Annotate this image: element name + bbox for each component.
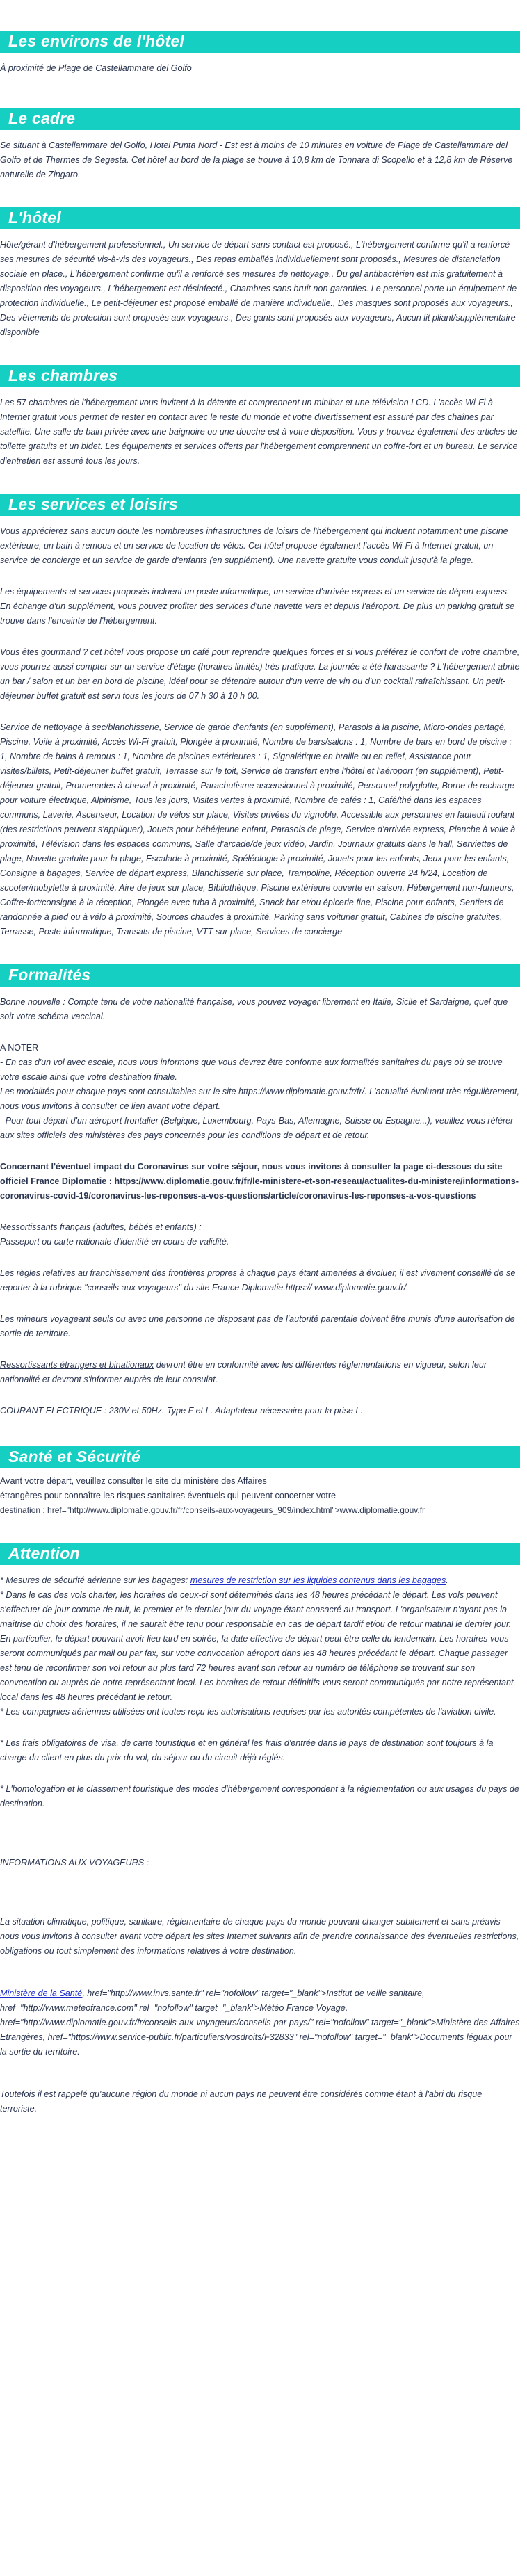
formalites-mineurs: Les mineurs voyageant seuls ou avec une personne ne disposant pas de l'autorité parentale doivent être munis d'une autorisation de sortie de territoire. xyxy=(0,1314,515,1338)
section-body-environs xyxy=(0,53,520,76)
section-hotel xyxy=(0,182,520,340)
attention-situation-line-1: La situation climatique, politique, sanitaire, réglementaire de chaque pays du monde pouvant changer subitement et sans préavis xyxy=(0,1917,501,1927)
services-paragraph-4: Service de nettoyage à sec/blanchisserie, Service de garde d'enfants (en supplément), Parasols à la piscine, Micro-ondes partagé, Piscine, Voile à proximité, Accès Wi-Fi gratuit, Plongée à proximité, Nombre de bars/salons : 1, Nombre de bars en bord de piscine : 1, Nombre de bains à remous : 1, Nombre de piscines extérieures : 1, Signalétique en braille ou en relief, Assistance pour visites/billets, Petit-déjeuner buffet gratuit, Terrasse sur le toit, Service de transfert entre l'hôtel et l'aéroport (en supplément), Petit-déjeuner gratuit, Promenades à cheval à proximité, Parachutisme ascensionnel à proximité, Personnel polyglotte, Borne de recharge pour voiture électrique, Alpinisme, Tous les jours, Visites vertes à proximité, Nombre de cafés : 1, Café/thé dans les espaces communs, Laverie, Ascenseur, Location de vélos sur place, Visites privées du vignoble, Accessible aux personnes en fauteuil roulant (des restrictions peuvent s'appliquer), Jouets pour bébé/jeune enfant, Parasols de plage, Service d'arrivée express, Planche à voile à proximité, Télévision dans les espaces communs, Salle d'arcade/de jeux vidéo, Jardin, Journaux gratuits dans le hall, Serviettes de plage, Navette gratuite pour la plage, Escalade à proximité, Spéléologie à proximité, Jouets pour les enfants, Jeux pour les enfants, Consigne à bagages, Service de départ express, Blanchisserie sur place, Trampoline, Réception ouverte 24 h/24, Location de scooter/mobylette à proximité, Aire de jeux sur place, Bibliothèque, Piscine extérieure ouverte en saison, Hébergement non-fumeurs, Coffre-fort/consigne à la réception, Plongée avec tuba à proximité, Snack bar et/ou épicerie fine, Piscine pour enfants, Sentiers de randonnée à pied ou à vélo à proximité, Sources chaudes à proximité, Parking sans voiturier gratuit, Cabines de piscine gratuites, Terrasse, Poste informatique, Transats de piscine, VTT sur place, Services de concierge xyxy=(0,722,516,937)
formalites-ressortissants-text: Passeport ou carte nationale d'identité en cours de validité. xyxy=(0,1237,229,1247)
ministere-sante-link[interactable]: Ministère de la Santé xyxy=(0,1988,83,1998)
section-chambres xyxy=(0,340,520,469)
formalites-note-line-1: - En cas d'un vol avec escale, nous vous informons que vous devrez être conforme aux formalités sanitaires du pays où se trouve votre escale ainsi que votre destination finale. xyxy=(0,1058,503,1082)
section-title-services: Les services et loisirs xyxy=(0,494,520,516)
section-title-hotel: L'hôtel xyxy=(0,207,520,229)
formalites-note-line-3: - Pour tout départ d'un aéroport frontalier (Belgique, Luxembourg, Pays-Bas, Allemagne, Suisse ou Espagne...), veuillez vous référer aux sites officiels des ministères des pays concernés pour les conditions de départ et de retour. xyxy=(0,1116,514,1140)
formalites-ressortissants-heading: Ressortissants français (adultes, bébés et enfants) : xyxy=(0,1222,202,1232)
attention-bagages-end: . xyxy=(446,1575,448,1585)
formalites-frontieres: Les règles relatives au franchissement des frontières propres à chaque pays étant amenées à évoluer, il est vivement conseillé de se reporter à la rubrique "conseils aux voyageurs" du site France Diplomatie.https:// www.diplomatie.gouv.fr/. xyxy=(0,1268,516,1293)
formalites-paragraph-1: Bonne nouvelle : Compte tenu de votre nationalité française, vous pouvez voyager librement en Italie, Sicile et Sardaigne, quel que soit votre schéma vaccinal. xyxy=(0,997,508,1021)
section-body-sante xyxy=(0,1468,520,1518)
section-body-services xyxy=(0,516,520,939)
formalites-coronavirus: Concernant l'éventuel impact du Coronavirus sur votre séjour, nous vous invitons à consulter la page ci-dessous du site officiel France Diplomatie : https://www.diplomatie.gouv.fr/fr/le-ministere-et-son-reseau/actualites-du-ministere/informations-coronavirus-covid-19/coronavirus-les-reponses-a-vos-questions/article/coronavirus-les-reponses-a-vos-questions xyxy=(0,1162,519,1201)
attention-homologation: * L'homologation et le classement touristique des modes d'hébergement correspondent à la réglementation ou aux usages du pays de destination. xyxy=(0,1784,519,1808)
sante-line-2: étrangères pour connaître les risques sanitaires éventuels qui peuvent concerner votre xyxy=(0,1491,337,1500)
sante-line-3: destination : href="http://www.diplomatie.gouv.fr/fr/conseils-aux-voyageurs_909/index.html">www.diplomatie.gouv.fr xyxy=(0,1505,425,1515)
cadre-text: Se situant à Castellammare del Golfo, Hotel Punta Nord - Est est à moins de 10 minutes en voiture de Plage de Castellammare del Golfo et de Thermes de Segesta. Cet hôtel au bord de la plage se trouve à 10,8 km de Tonnara di Scopello et à 12,8 km de Réserve naturelle de Zingaro. xyxy=(0,140,513,179)
attention-bagages xyxy=(0,1573,520,1588)
attention-bagages-label: * Mesures de sécurité aérienne sur les bagages: xyxy=(0,1575,190,1585)
section-title-sante: Santé et Sécurité xyxy=(0,1446,520,1468)
attention-terrorisme: Toutefois il est rappelé qu'aucune région du monde ni aucun pays ne peuvent être considérés comme étant à l'abri du risque terroriste. xyxy=(0,2089,483,2114)
section-body-hotel xyxy=(0,229,520,340)
section-title-chambres: Les chambres xyxy=(0,365,520,387)
sante-line-1: Avant votre départ, veuillez consulter le site du ministère des Affaires xyxy=(0,1476,267,1486)
section-body-attention xyxy=(0,1565,520,2116)
chambres-text: Les 57 chambres de l'hébergement vous invitent à la détente et comprennent un minibar et une télévision LCD. L'accès Wi-Fi à Internet gratuit vous permet de rester en contact avec le reste du monde et votre divertissement est assuré par des chaînes par satellite. Une salle de bain privée avec une baignoire ou une douche est à votre disposition. Vous y trouvez également des articles de toilette gratuits et un bidet. Les équipements et services offerts par l'hébergement comprennent un coffre-fort et un bureau. Le service d'entretien est assuré tous les jours. xyxy=(0,398,518,466)
section-body-formalites xyxy=(0,987,520,1418)
attention-compagnies: * Les compagnies aériennes utilisées ont toutes reçu les autorisations requises par les autorités compétentes de l'aviation civile. xyxy=(0,1707,496,1717)
services-paragraph-1: Vous apprécierez sans aucun doute les nombreuses infrastructures de loisirs de l'hébergement qui incluent notamment une piscine extérieure, un bain à remous et un service de location de vélos. Cet hôtel propose également l'accès Wi-Fi à Internet gratuit, un service de concierge et un service de garde d'enfants (en supplément). Une navette gratuite vous conduit jusqu'à la plage. xyxy=(0,526,508,565)
hotel-text: Hôte/gérant d'hébergement professionnel., Un service de départ sans contact est proposé., L'hébergement confirme qu'il a renforcé ses mesures de sécurité vis-à-vis des voyageurs., Des repas emballés individuellement sont proposés., Mesures de distanciation sociale en place., L'hébergement confirme qu'il a renforcé ses mesures de nettoyage., Du gel antibactérien est mis gratuitement à disposition des voyageurs., L'hébergement est désinfecté., Chambres sans bruit non garanties. Le personnel porte un équipement de protection individuelle., Le petit-déjeuner est proposé emballé de manière individuelle., Des masques sont proposés aux voyageurs., Des vêtements de protection sont proposés aux voyageurs., Des gants sont proposés aux voyageurs, Aucun lit pliant/supplémentaire disponible xyxy=(0,240,517,337)
section-formalites xyxy=(0,939,520,1418)
services-paragraph-3: Vous êtes gourmand ? cet hôtel vous propose un café pour reprendre quelques forces et si vous préférez le confort de votre chambre, vous pourrez aussi compter sur un service d'étage (horaires limités) très pratique. La journée a été harassante ? L'hébergement abrite un bar / salon et un bar en bord de piscine, idéal pour se détendre autour d'un verre de vin ou d'un cocktail rafraîchissant. Un petit-déjeuner buffet gratuit est servi tous les jours de 07 h 30 à 10 h 00. xyxy=(0,647,520,701)
section-title-formalites: Formalités xyxy=(0,964,520,987)
attention-frais-visa: * Les frais obligatoires de visa, de carte touristique et en général les frais d'entrée dans le pays de destination sont toujours à la charge du client en plus du prix du vol, du séjour ou du circuit déjà réglés. xyxy=(0,1738,494,1763)
section-title-cadre: Le cadre xyxy=(0,108,520,130)
formalites-ressortissants xyxy=(0,1220,520,1249)
attention-liens-text: , href="http://www.invs.sante.fr" rel="nofollow" target="_blank">Institut de veille sanitaire, href="http://www.meteofrance.com" rel="nofollow" target="_blank">Météo France Voyage, href="http://www.diplomatie.gouv.fr/fr/conseils-aux-voyageurs/conseils-par-pays/" rel="nofollow" target="_blank">Ministère des Affaires Etrangères, href="https://www.service-public.fr/particuliers/vosdroits/F32833" rel="nofollow" target="_blank">Documents léguax pour la sortie du territoire. xyxy=(0,1988,520,2057)
section-cadre xyxy=(0,76,520,182)
attention-liens xyxy=(0,1986,520,2059)
formalites-etrangers-heading: Ressortissants étrangers et binationaux xyxy=(0,1360,154,1370)
environs-text: À proximité de Plage de Castellammare del Golfo xyxy=(0,63,192,73)
section-attention xyxy=(0,1518,520,2116)
attention-situation-line-2: nous vous invitons à consulter avant votre départ les sites Internet suivants afin de prendre connaissance des éventuelles restrictions, obligations ou tout simplement des informations relatives à votre destination. xyxy=(0,1931,519,1956)
section-environs xyxy=(0,0,520,76)
section-title-environs: Les environs de l'hôtel xyxy=(0,31,520,53)
services-paragraph-2: Les équipements et services proposés incluent un poste informatique, un service d'arrivée express et un service de départ express. En échange d'un supplément, vous pouvez profiter des services d'une navette vers et depuis l'aéroport. De plus un parking gratuit se trouve dans l'enceinte de l'hébergement. xyxy=(0,587,515,626)
formalites-courant: COURANT ELECTRIQUE : 230V et 50Hz. Type F et L. Adaptateur nécessaire pour la prise L. xyxy=(0,1406,363,1416)
formalites-note-heading: A NOTER xyxy=(0,1043,39,1053)
liquides-restriction-link[interactable]: mesures de restriction sur les liquides contenus dans les bagages xyxy=(190,1575,446,1585)
formalites-note-block xyxy=(0,1041,520,1143)
attention-vols-charter: * Dans le cas des vols charter, les horaires de ceux-ci sont déterminés dans les 48 heures précédant le départ. Les vols peuvent s'effectuer de jour comme de nuit, le premier et le dernier jour du voyage étant consacré au transport. L'organisateur n'ayant pas la maîtrise du choix des horaires, il ne saurait être tenu pour responsable en cas de départ tardif et/ou de retour matinal le dernier jour. En particulier, le départ pouvant avoir lieu tard en soirée, la date effective de départ peut être celle du lendemain. Les horaires vous seront communiqués par mail ou par fax, sur votre convocation aéroport dans les 48 heures précédant le départ. Chaque passager est tenu de reconfirmer son vol retour au plus tard 72 heures avant son retour au numéro de téléphone se trouvant sur son convocation ou auprès de notre représentant local. Les horaires de retour définitifs vous seront communiqués par notre représentant local dans les 48 heures précédant le retour. xyxy=(0,1590,514,1702)
section-body-chambres xyxy=(0,387,520,469)
section-sante xyxy=(0,1418,520,1518)
formalites-note-line-2: Les modalités pour chaque pays sont consultables sur le site https://www.diplomatie.gouv.fr/fr/. L'actualité évoluant très régulièrement, nous vous invitons à consulter ce lien avant votre départ. xyxy=(0,1087,519,1111)
formalites-etrangers-text: devront être en conformité avec les différentes réglementations en vigueur, selon leur nationalité et devront s'informer auprès de leur consulat. xyxy=(0,1360,487,1384)
section-services xyxy=(0,469,520,939)
section-body-cadre xyxy=(0,130,520,182)
formalites-etrangers xyxy=(0,1358,520,1387)
attention-informations-heading: INFORMATIONS AUX VOYAGEURS : xyxy=(0,1858,149,1868)
section-title-attention: Attention xyxy=(0,1543,520,1565)
